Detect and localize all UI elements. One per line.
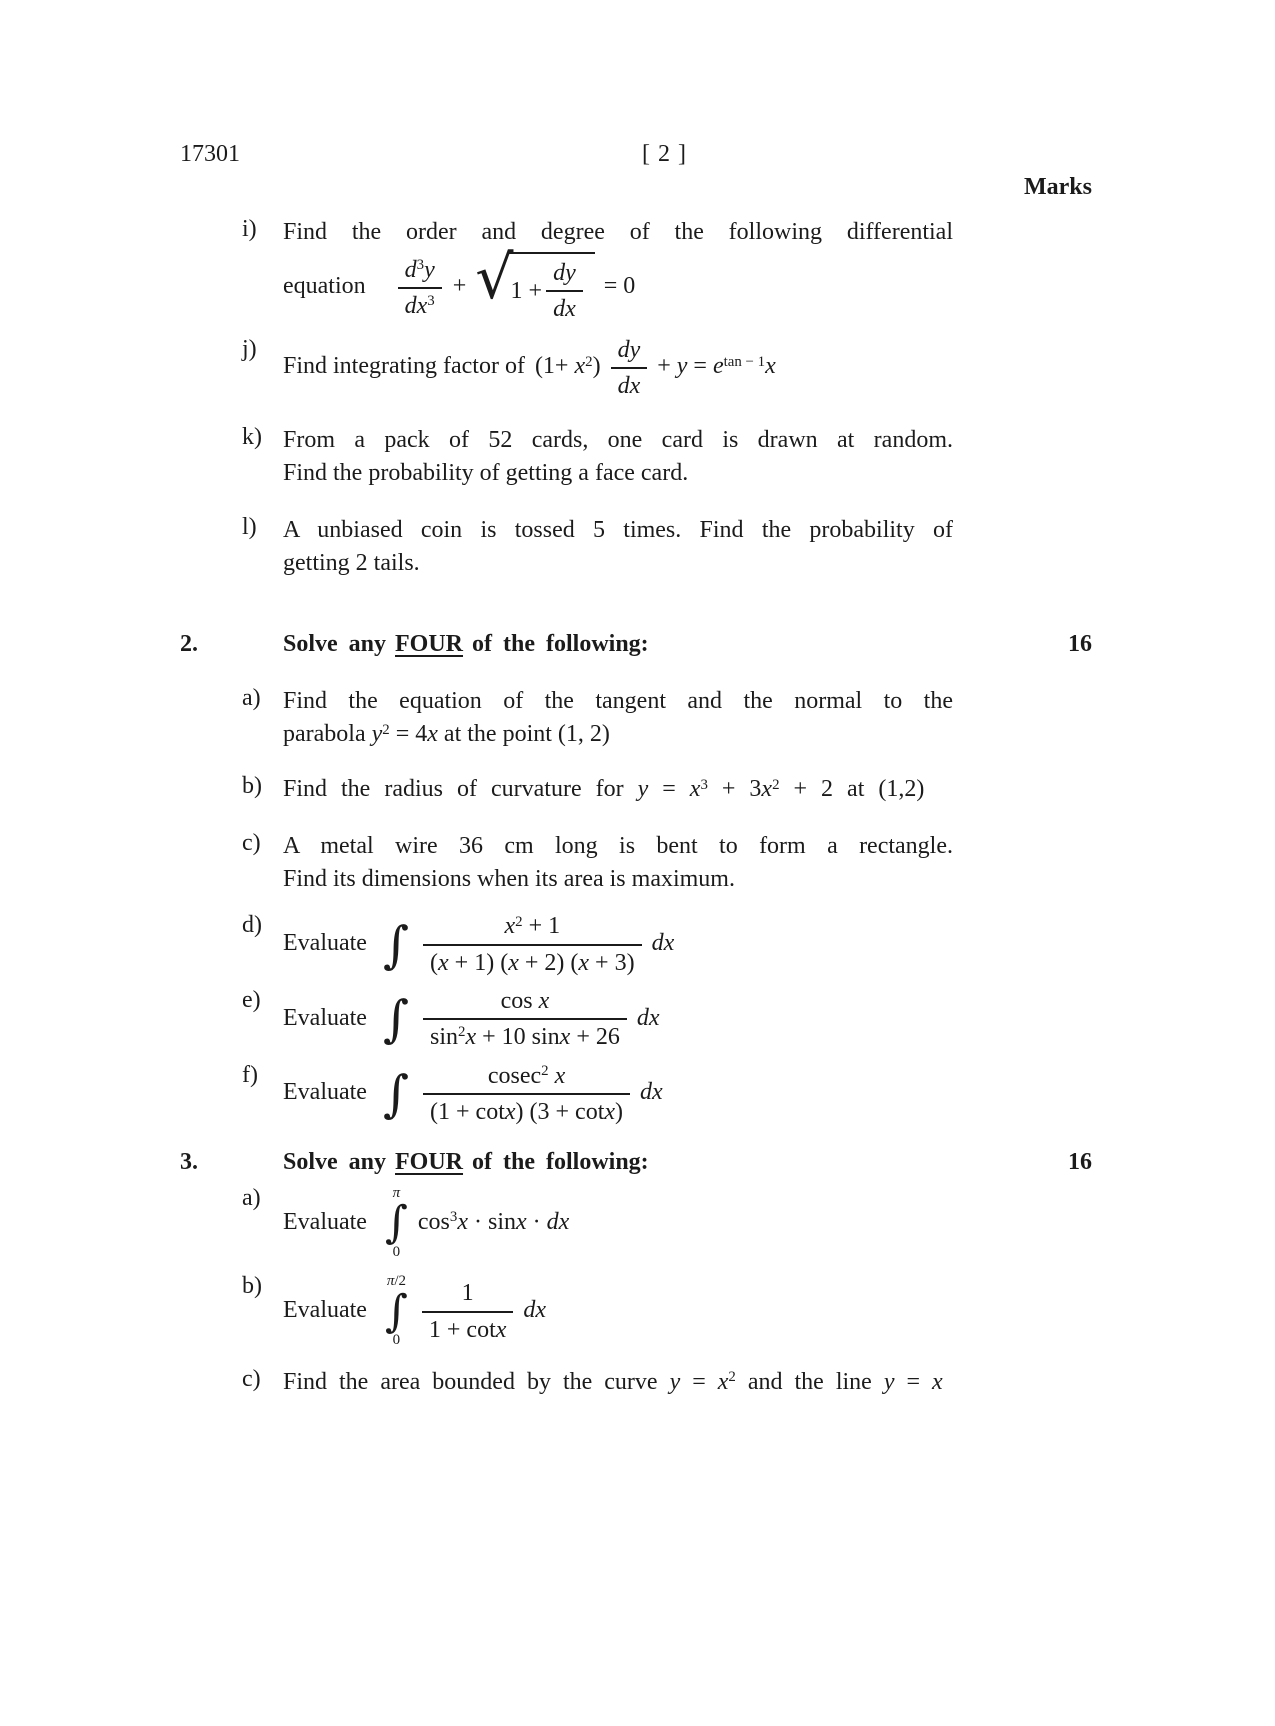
item-label: a) [242,685,261,712]
question2-heading [180,628,1092,661]
radical-icon: √ [475,243,514,313]
numerator: $x^2 + 1$ [504,913,561,940]
question1-item-l [242,514,1092,580]
integral-expression [283,1062,1092,1127]
denominator: $dx^3$ [398,287,442,320]
item-text: Find integrating factor of [283,353,525,380]
question-title [283,628,1068,661]
item-text-line: Find the equation of the tangent and the normal to the [283,688,953,715]
definite-integral-expression [283,1273,1092,1349]
dx-differential: dx [523,1297,547,1324]
item-body [283,1273,1092,1349]
evaluate-word: Evaluate [283,1004,367,1031]
fraction-d3y-dx3 [398,256,442,321]
item-body [283,987,1092,1052]
question3-heading [180,1146,1092,1179]
item-text-line: getting 2 tails. [283,550,420,577]
item-text-line: Find the probability of getting a face card. [283,460,689,487]
item-body [283,336,1092,401]
lower-limit: 0 [392,1332,401,1349]
question2-item-b [242,773,1092,806]
item-label: k) [242,424,262,451]
evaluate-word: Evaluate [283,1208,367,1235]
item-body [283,1366,1092,1399]
item-label: c) [242,1365,261,1392]
question1-item-j [242,336,1092,401]
question1-item-i [242,216,1092,324]
dx-differential: dx [636,1004,660,1031]
page-header [180,138,1092,171]
dx-differential: dx [640,1079,663,1106]
radius-of-curvature-line: Find the radius of curvature for $y = x^3 + 3x^2 + 2$ at (1,2) [283,776,925,803]
title-text: of the following: [472,631,649,658]
numerator: cos x [500,987,550,1014]
item-body [283,1062,1092,1127]
radicand-lead: 1 + [510,277,543,304]
evaluate-word: Evaluate [283,930,367,957]
integrand-fraction [422,1279,514,1344]
denominator: (1 + cotx) (3 + cotx) [423,1093,630,1126]
denominator: $\sin^2x + 10$ sinx + 26 [423,1018,627,1051]
item-label: e) [242,986,261,1013]
page-number: [ 2 ] [642,141,687,167]
math-pre: $(1+ x^2)$ [534,353,607,380]
integrating-factor-line [283,336,1092,401]
dx-differential: dx [651,930,675,957]
square-root [475,243,594,324]
item-body [283,830,1092,896]
marks-value: 16 [1068,631,1092,658]
denominator: (x + 1) (x + 2) (x + 3) [423,944,642,977]
question-title [283,1146,1068,1179]
evaluate-word: Evaluate [283,1297,367,1324]
question-number: 2. [180,631,198,658]
integral-expression [283,987,1092,1052]
title-four-underlined: FOUR [395,1149,464,1176]
integrand: $\cos^3x \cdot \sin x$ · dx [417,1208,570,1235]
area-bounded-line: Find the area bounded by the curve $y = x^2$ and the line y = x [283,1368,943,1395]
denominator: dx [611,367,648,400]
page-content [180,138,1092,1399]
item-text-line: A metal wire 36 cm long is bent to form a rectangle. [283,833,953,860]
item-text-line: A unbiased coin is tossed 5 times. Find the probability of [283,517,953,544]
item-text-line: Find the order and degree of the following differential [283,219,953,245]
item-body [283,1185,1092,1261]
question2-item-f [242,1062,1092,1127]
denominator: dx [546,290,583,323]
numerator: dy [617,336,641,363]
title-text: of the following: [472,1149,649,1176]
integral-icon: ∫ [384,1285,408,1337]
plus-operator: + [452,273,467,300]
math-post: + $y = e^{tan - 1}x$ [651,353,776,380]
differential-equation [283,243,1092,324]
item-label: d) [242,912,262,939]
question3-item-a [242,1185,1092,1261]
denominator: 1 + cotx [422,1311,514,1344]
title-four-underlined: FOUR [395,631,464,658]
equation-word: equation [283,273,366,300]
item-body [283,514,1092,580]
integral-icon: ∫ [382,915,410,974]
title-text: Solve any [283,1149,387,1176]
numerator: 1 [461,1280,474,1307]
upper-limit: π [392,1185,401,1202]
item-label: b) [242,773,262,800]
item-body [283,912,1092,977]
question3-item-c [242,1366,1092,1399]
numerator: $d^3y$ [404,256,435,283]
title-text: Solve any [283,631,387,658]
numerator: cosec$^2$ x [487,1062,566,1089]
definite-integral [385,1185,408,1261]
question1-item-k [242,424,1092,490]
definite-integral-expression [283,1185,1092,1261]
question-number: 3. [180,1149,198,1176]
integral-icon: ∫ [382,990,410,1049]
question2-item-d [242,912,1092,977]
item-body [283,216,1092,324]
question3-item-b [242,1273,1092,1349]
question2-item-e [242,987,1092,1052]
item-label: f) [242,1061,258,1088]
item-label: b) [242,1273,262,1300]
item-label: l) [242,514,257,541]
equals-zero: = 0 [603,273,636,300]
integral-icon: ∫ [382,1064,410,1123]
item-label: j) [242,335,257,362]
item-label: i) [242,216,257,242]
radicand [507,252,595,324]
integrand-fraction [423,912,642,977]
fraction-dy-dx [546,259,583,324]
question2-item-c [242,830,1092,896]
marks-label: Marks [1024,174,1092,200]
item-body [283,773,1092,806]
parabola-line: parabola $y^2 = 4x$ at the point (1, 2) [283,721,610,748]
item-body [283,685,1092,751]
fraction-dy-dx [611,336,648,401]
evaluate-word: Evaluate [283,1079,367,1106]
upper-limit: π/2 [386,1273,407,1290]
numerator: dy [553,260,576,286]
item-text-line: Find its dimensions when its area is maximum. [283,866,735,893]
item-text-line: From a pack of 52 cards, one card is drawn at random. [283,427,953,454]
item-label: c) [242,830,261,857]
integrand-fraction [423,1062,630,1127]
integral-expression [283,912,1092,977]
paper-code: 17301 [180,141,240,167]
item-label: a) [242,1185,261,1212]
marks-value: 16 [1068,1149,1092,1176]
lower-limit: 0 [392,1244,401,1261]
definite-integral [385,1273,408,1349]
integrand-fraction [423,987,627,1052]
item-body [283,424,1092,490]
integral-icon: ∫ [384,1197,408,1249]
question2-item-a [242,685,1092,751]
